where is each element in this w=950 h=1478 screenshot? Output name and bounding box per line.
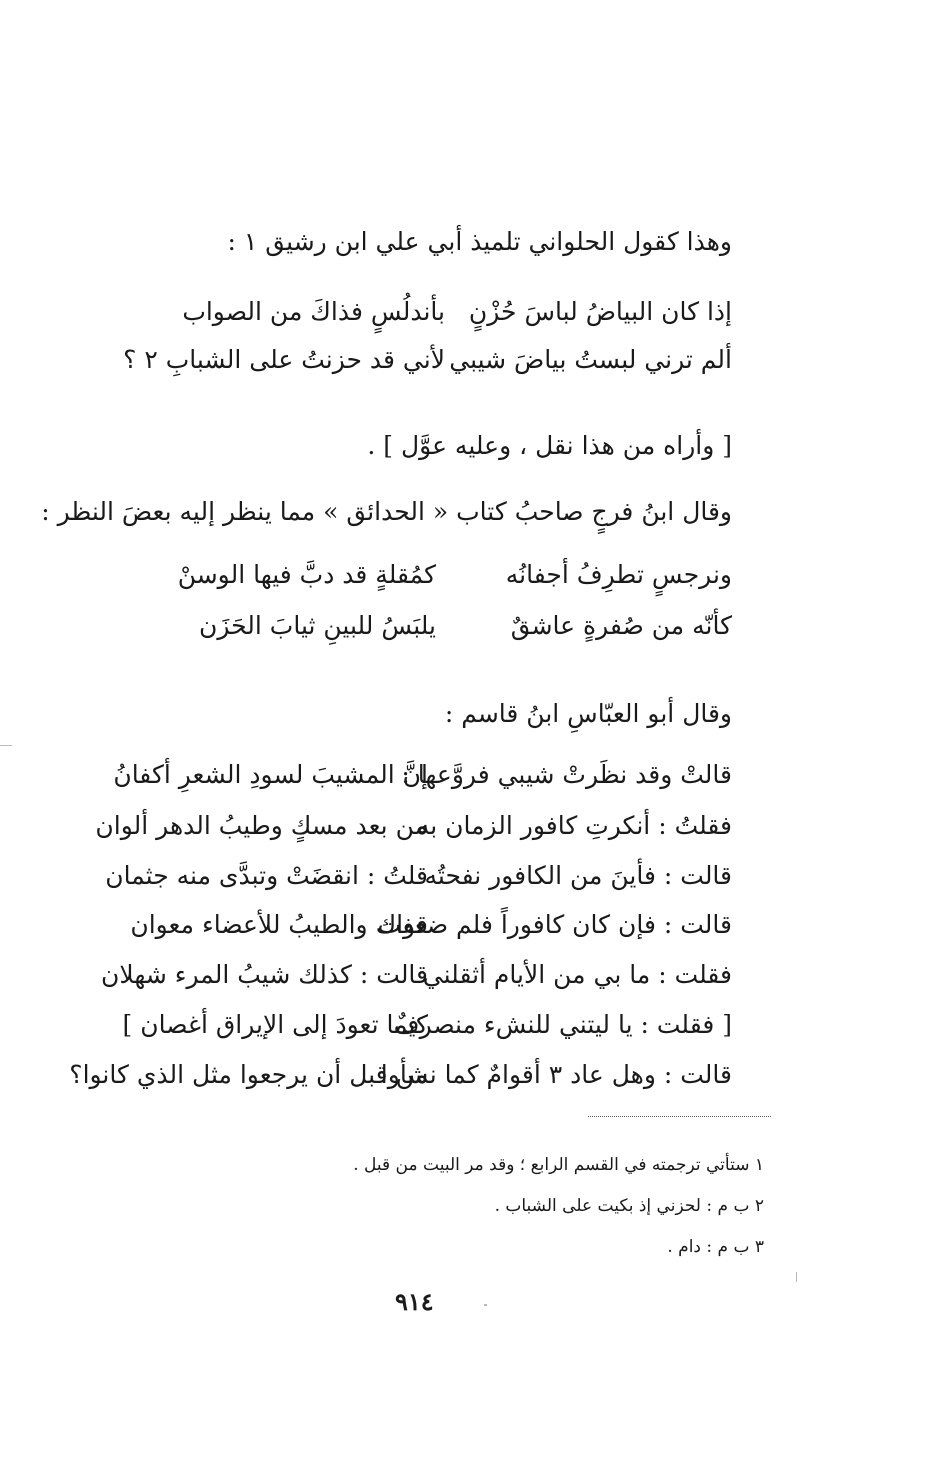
footnote-3: ٣ ب م : دام . [667, 1237, 764, 1257]
verse-second-hemistich: إنَّ المشيبَ لسودِ الشعرِ أكفانُ [113, 760, 428, 789]
verse-first-hemistich: كأنّه من صُفرةٍ عاشقٌ [510, 611, 732, 640]
verse-row [0, 806, 950, 846]
intro-abu-abbas: وقال أبو العبّاسِ ابنُ قاسم : [444, 699, 732, 728]
editorial-note: [ وأراه من هذا نقل ، وعليه عوَّل ] . [367, 431, 732, 460]
verse-first-hemistich: إذا كان البياضُ لباسَ حُزْنٍ [468, 297, 732, 326]
verse-second-hemistich: قواك والطيبُ للأعضاء معوان [130, 910, 428, 939]
verse-row [0, 340, 950, 380]
verse-first-hemistich: ألم ترني لبستُ بياضَ شيبي [449, 345, 732, 374]
footnote-1: ١ ستأتي ترجمته في القسم الرابع ؛ وقد مر البيت من قبل . [353, 1155, 764, 1175]
scan-speck [0, 745, 12, 746]
verse-row [0, 856, 950, 896]
verse-row [0, 755, 950, 795]
verse-first-hemistich: [ فقلت : يا ليتني للنشء منصرفٌ [393, 1010, 732, 1039]
verse-first-hemistich: قالتْ وقد نظَرتْ شيبي فروَّعها : [401, 760, 732, 789]
verse-row [0, 1055, 950, 1095]
verse-row [0, 955, 950, 995]
verse-second-hemistich: قلتُ : انقضَتْ وتبدَّى منه جثمان [105, 861, 428, 890]
footnote-2: ٢ ب م : لحزني إذ بكيت على الشباب . [494, 1196, 764, 1216]
intro-halwani: وهذا كقول الحلواني تلميذ أبي علي ابن رشيق ١ : [227, 227, 732, 256]
verse-second-hemistich: من بعد مسكٍ وطيبُ الدهر ألوان [95, 811, 428, 840]
intro-ibn-faraj: وقال ابنُ فرجٍ صاحبُ كتاب « الحدائق » مما ينظر إليه بعضَ النظر : [41, 497, 732, 526]
verse-second-hemistich: كيما تعودَ إلى الإيراق أغصان ] [122, 1010, 428, 1039]
verse-second-hemistich: بأندلُسٍ فذاكَ من الصواب [182, 297, 445, 326]
verse-row [0, 555, 950, 595]
scan-speck [484, 1304, 487, 1306]
footnote-separator [588, 1116, 771, 1117]
verse-first-hemistich: ونرجسٍ تطرِفُ أجفانُه [505, 560, 732, 589]
verse-row [0, 606, 950, 646]
scan-speck [796, 1272, 797, 1282]
page-number: ٩١٤ [395, 1287, 434, 1316]
verse-second-hemistich: يلبَسُ للبينِ ثيابَ الحَزَن [198, 611, 436, 640]
verse-row [0, 292, 950, 332]
verse-row [0, 905, 950, 945]
verse-row [0, 1005, 950, 1045]
verse-first-hemistich: قالت : فأينَ من الكافور نفحتُه [424, 861, 732, 890]
verse-first-hemistich: قالت : فإن كان كافوراً فلم ضعفت [377, 910, 732, 939]
verse-second-hemistich: قالت : كذلك شيبُ المرء شهلان [101, 960, 428, 989]
verse-first-hemistich: فقلتُ : أنكرتِ كافور الزمان به [416, 811, 732, 840]
verse-first-hemistich: فقلت : ما بي من الأيام أثقلني [422, 960, 732, 989]
verse-second-hemistich: من قبل أن يرجعوا مثل الذي كانوا؟ [69, 1060, 428, 1089]
verse-first-hemistich: قالت : وهل عاد ٣ أقوامٌ كما نشأوا [380, 1060, 732, 1089]
verse-second-hemistich: لأني قد حزنتُ على الشبابِ ٢ ؟ [123, 345, 445, 374]
verse-second-hemistich: كمُقلةٍ قد دبَّ فيها الوسنْ [177, 560, 436, 589]
